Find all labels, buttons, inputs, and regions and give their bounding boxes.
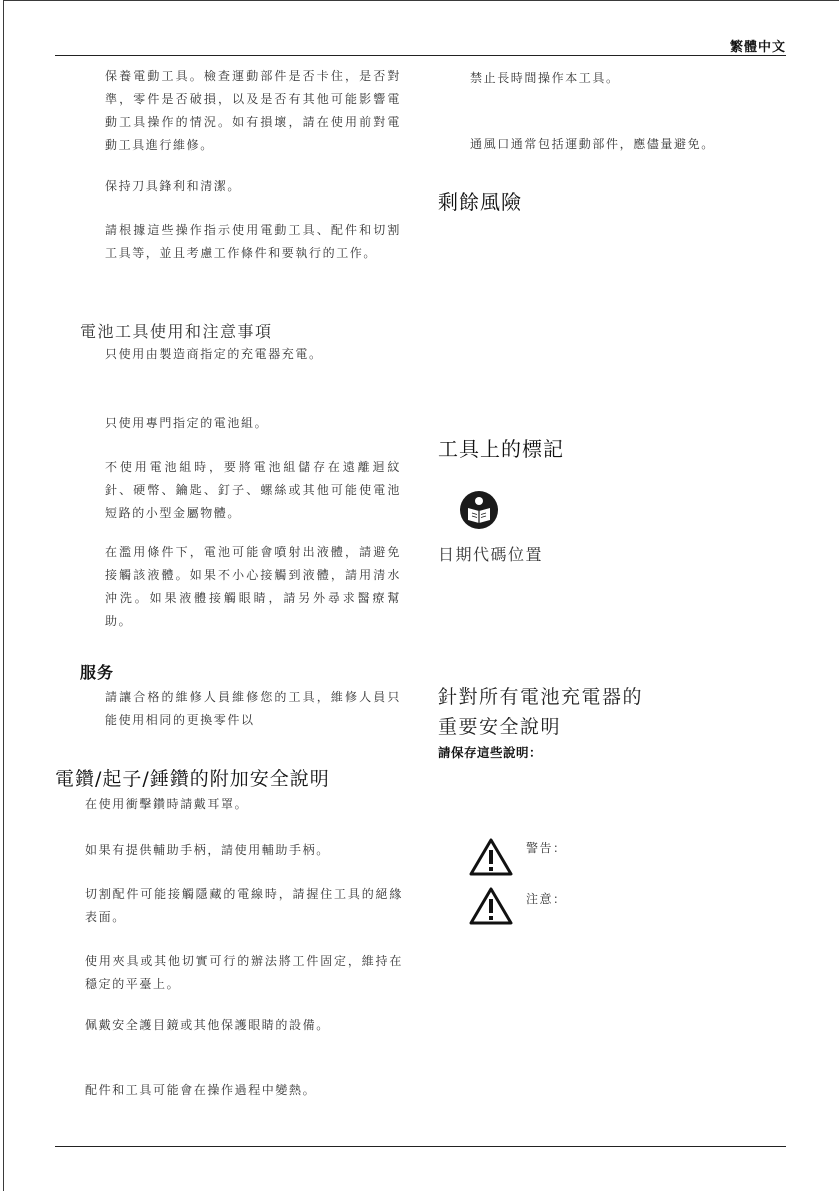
auxiliary-handle-paragraph: 如果有提供輔助手柄，請使用輔助手柄。 [85,843,330,857]
service-paragraph: 請讓合格的維修人員維修您的工具，維修人員只能使用相同的更換零件以 [105,690,401,727]
save-instructions-label: 請保存這些說明： [438,745,543,760]
caution-label: 注意： [526,892,567,906]
battery-storage-paragraph: 不使用電池組時，要將電池組儲存在遠離迴紋針、硬幣、鑰匙、釘子、螺絲或其他可能使電池短路的小型金屬物體。 [105,460,401,520]
use-instructions-paragraph: 請根據這些操作指示使用電動工具、配件和切割工具等，並且考慮工作條件和要執行的工作。 [105,223,401,260]
header-rule [55,55,786,56]
vent-paragraph: 通風口通常包括運動部件，應儘量避免。 [470,137,715,151]
date-code-heading: 日期代碼位置 [438,545,544,564]
battery-liquid-paragraph: 在濫用條件下，電池可能會噴射出液體，請避免接觸該液體。如果不小心接觸到液體，請用清水沖洗。如果液體接觸眼睛，請另外尋求醫療幫助。 [105,545,401,628]
charger-heading-line2: 重要安全說明 [438,716,562,738]
tool-marking-heading: 工具上的標記 [438,437,564,461]
warning-label: 警告： [526,841,567,855]
read-manual-icon [459,490,499,534]
drill-safety-heading: 電鑽/起子/錘鑽的附加安全說明 [55,768,330,790]
service-heading: 服务 [80,663,115,682]
hot-accessory-paragraph: 配件和工具可能會在操作過程中變熱。 [85,1083,317,1097]
battery-charger-paragraph: 只使用由製造商指定的充電器充電。 [105,347,323,361]
language-label: 繁體中文 [729,40,786,55]
prolonged-use-paragraph: 禁止長時間操作本工具。 [470,71,620,85]
eye-protection-paragraph: 佩戴安全護目鏡或其他保護眼睛的設備。 [85,1018,330,1032]
residual-risk-heading: 剩餘風險 [438,190,522,214]
caution-triangle-icon [468,886,514,930]
clamp-workpiece-paragraph: 使用夾具或其他切實可行的辦法將工件固定，維持在穩定的平臺上。 [85,954,403,991]
ear-protection-paragraph: 在使用衝擊鑽時請戴耳罩。 [85,797,249,811]
charger-heading-line1: 針對所有電池充電器的 [438,686,644,708]
insulated-surface-paragraph: 切割配件可能接觸隱藏的電線時，請握住工具的絕緣表面。 [85,887,403,924]
warning-triangle-icon [468,837,514,881]
page-frame-left [3,0,4,1191]
battery-tool-heading: 電池工具使用和注意事項 [80,322,273,341]
battery-pack-paragraph: 只使用專門指定的電池組。 [105,416,269,430]
footer-rule [55,1146,786,1147]
maintenance-paragraph: 保養電動工具。檢查運動部件是否卡住，是否對準，零件是否破損，以及是否有其他可能影響電動工具操作的情況。如有損壞，請在使用前對電動工具進行維修。 [105,69,401,152]
sharp-clean-paragraph: 保持刀具鋒利和清潔。 [105,179,242,193]
page-frame-top [3,0,839,1]
